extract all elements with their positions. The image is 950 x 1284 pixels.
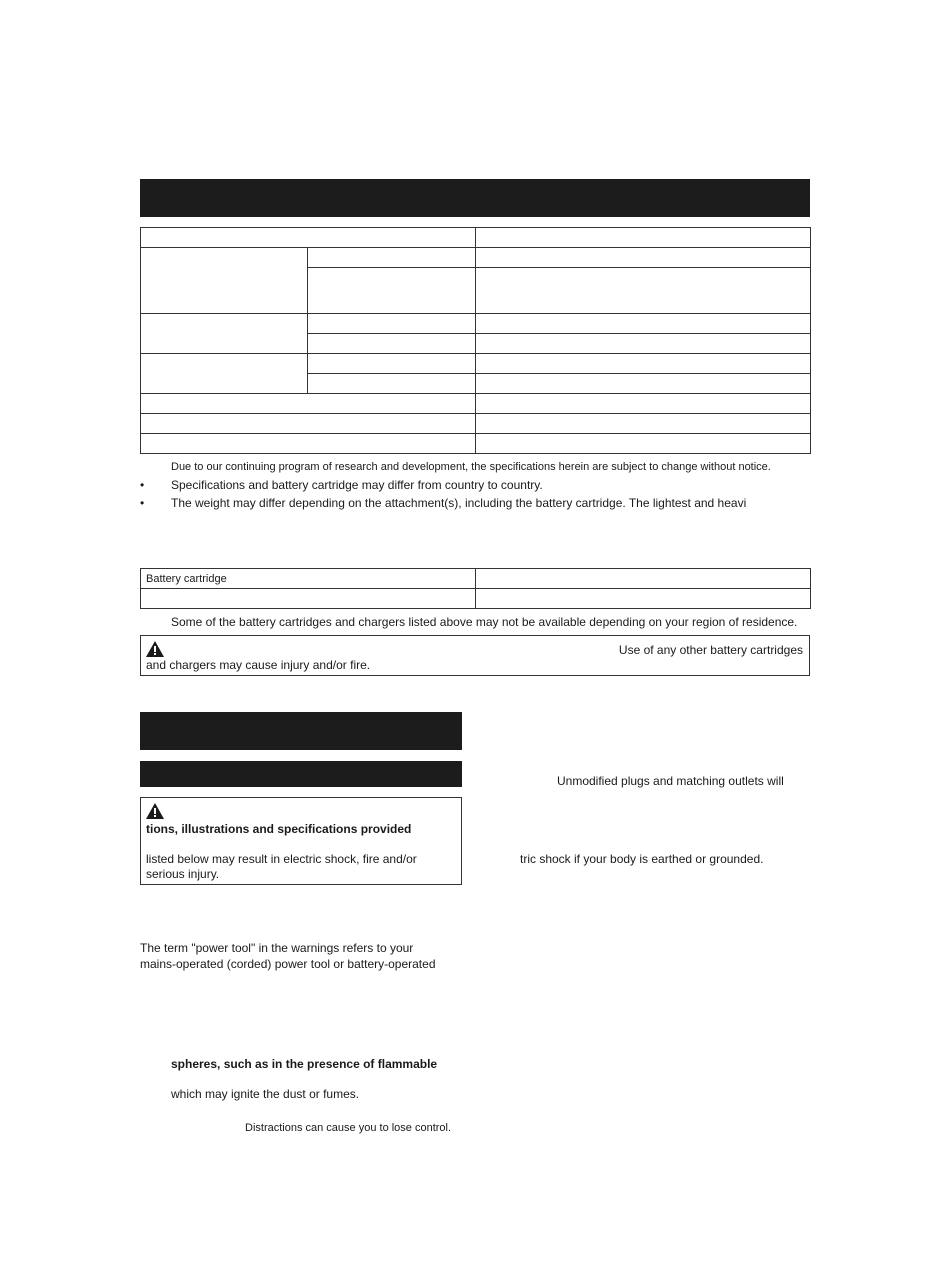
table-cell — [141, 394, 476, 414]
explosive-atmosphere-line: spheres, such as in the presence of flammable — [171, 1057, 438, 1071]
bullet-symbol: • — [140, 478, 145, 492]
table-cell — [141, 248, 308, 314]
table-cell — [476, 414, 811, 434]
table-cell — [308, 354, 476, 374]
table-row — [141, 228, 811, 248]
table-cell — [476, 248, 811, 268]
country-difference-note: Specifications and battery cartridge may differ from country to country. — [171, 478, 543, 492]
general-warnings-subheading-bar — [140, 761, 462, 787]
table-cell — [141, 589, 476, 609]
table-row — [141, 414, 811, 434]
table-cell — [476, 228, 811, 248]
table-cell — [476, 314, 811, 334]
table-cell — [476, 334, 811, 354]
weight-difference-note: The weight may differ depending on the attachment(s), including the battery cartridge. The lightest and heavi — [171, 496, 747, 510]
warning-triangle-icon — [146, 641, 164, 657]
table-row — [141, 569, 811, 589]
specifications-heading-bar — [140, 179, 810, 217]
table-cell — [141, 314, 308, 354]
general-warning-box — [140, 797, 462, 885]
general-warning-line-a: listed below may result in electric shock, fire and/or — [146, 852, 417, 866]
battery-warning-line-2: and chargers may cause injury and/or fire. — [146, 658, 371, 672]
table-cell — [141, 228, 476, 248]
table-cell — [141, 414, 476, 434]
battery-warning-box — [140, 635, 810, 676]
table-row — [141, 394, 811, 414]
bullet-symbol: • — [140, 496, 145, 510]
table-cell — [476, 268, 811, 314]
table-cell — [476, 434, 811, 454]
safety-warnings-heading-bar — [140, 712, 462, 750]
power-tool-term-line-1: The term "power tool" in the warnings refers to your — [140, 941, 414, 955]
table-cell — [476, 569, 811, 589]
unmodified-plugs-line: Unmodified plugs and matching outlets will — [557, 774, 784, 788]
table-row — [141, 354, 811, 374]
table-cell — [476, 589, 811, 609]
power-tool-term-line-2: mains-operated (corded) power tool or battery-operated — [140, 957, 436, 971]
table-row — [141, 589, 811, 609]
table-cell — [476, 354, 811, 374]
ignite-line: which may ignite the dust or fumes. — [171, 1087, 360, 1101]
table-cell — [476, 394, 811, 414]
table-cell — [308, 268, 476, 314]
distractions-line: Distractions can cause you to lose control. — [245, 1122, 452, 1134]
specification-change-note: Due to our continuing program of research and development, the specifications herein are subject to change without notice. — [171, 461, 771, 473]
region-availability-note: Some of the battery cartridges and chargers listed above may not be available depending on your region of residence. — [171, 615, 798, 629]
table-row — [141, 248, 811, 268]
table-cell — [308, 374, 476, 394]
table-cell — [308, 334, 476, 354]
table-cell — [476, 374, 811, 394]
earthed-body-line: tric shock if your body is earthed or grounded. — [520, 852, 764, 866]
warning-triangle-icon — [146, 803, 164, 819]
general-warning-line-b: serious injury. — [146, 867, 220, 881]
battery-cartridge-label: Battery cartridge — [141, 569, 476, 589]
general-warning-bold-line: tions, illustrations and specifications provided — [146, 822, 412, 836]
table-cell — [308, 248, 476, 268]
specifications-table — [140, 227, 811, 454]
battery-cartridge-table — [140, 568, 811, 609]
table-row — [141, 314, 811, 334]
table-cell — [141, 434, 476, 454]
battery-warning-line-1: Use of any other battery cartridges — [618, 643, 803, 657]
table-row — [141, 434, 811, 454]
table-cell — [141, 354, 308, 394]
table-cell — [308, 314, 476, 334]
